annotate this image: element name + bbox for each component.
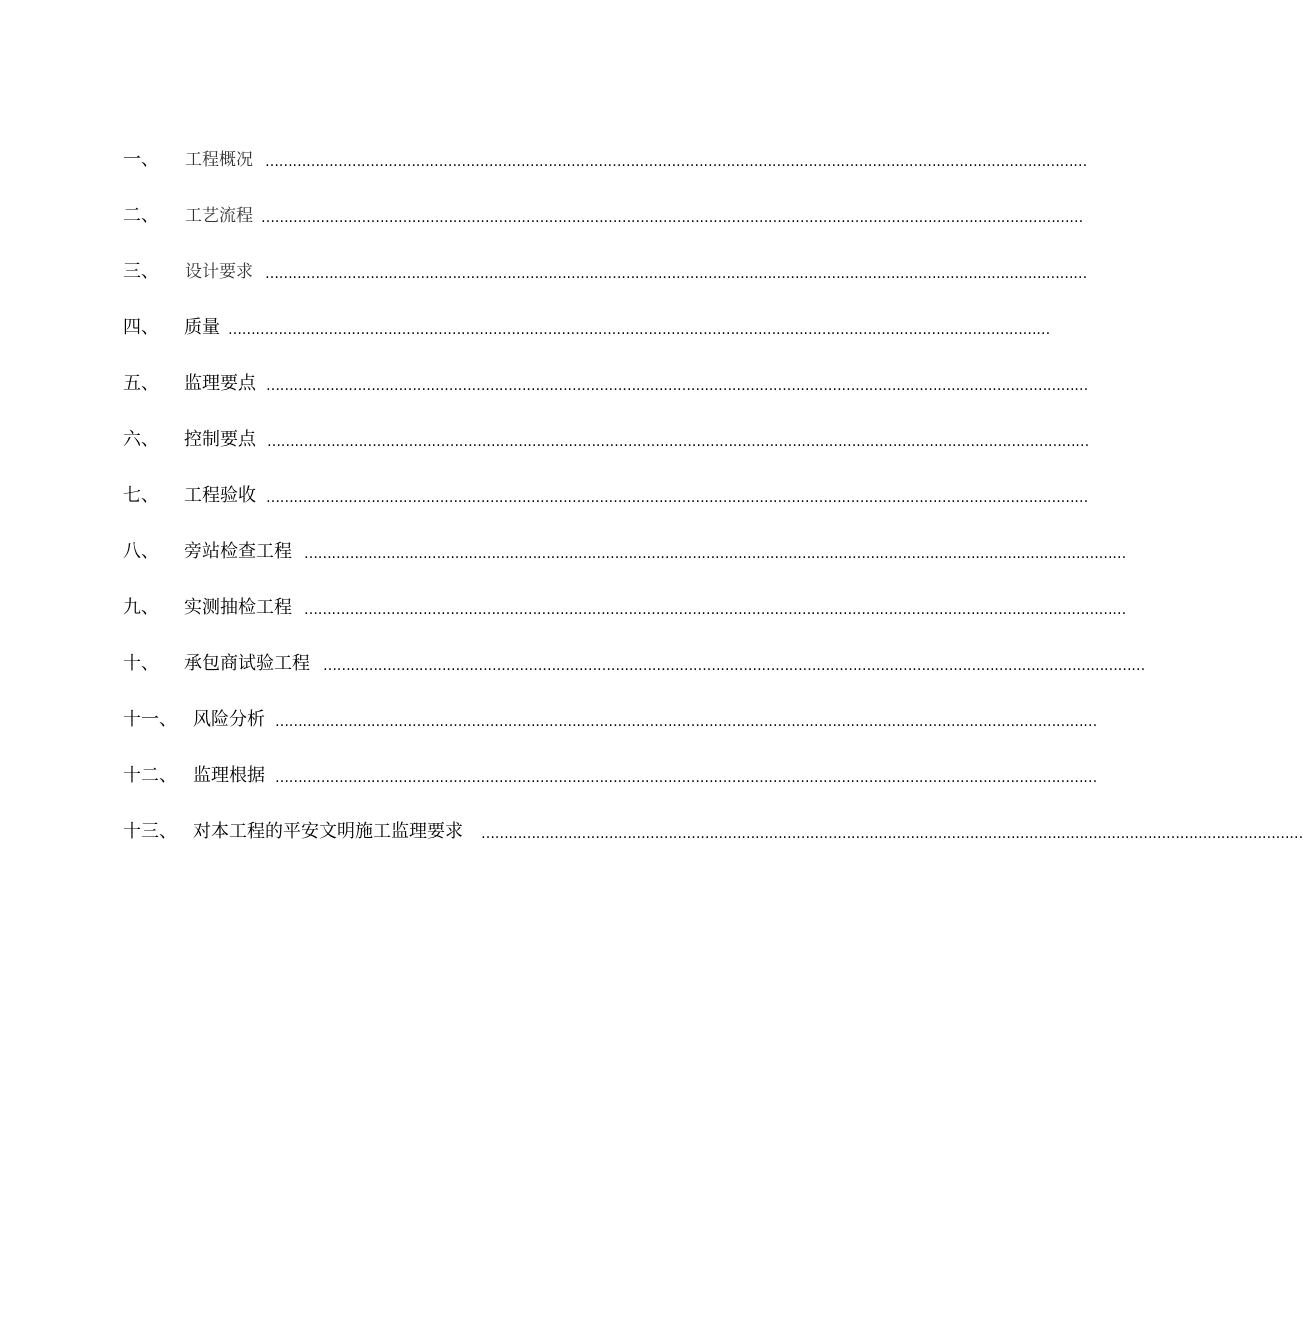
toc-entry-title: 监理根据 (193, 765, 265, 786)
toc-entry-leader: ……………………………………………………………………………………………………………………………………………………………… (265, 154, 1088, 170)
toc-entry-leader: ……………………………………………………………………………………………………………………………………………………………… (275, 770, 1098, 786)
toc-entry-number: 十二、 (123, 765, 177, 786)
toc-entry-number: 九、 (123, 597, 159, 618)
toc-entry-number: 十一、 (123, 709, 177, 730)
toc-entry-number: 八、 (123, 541, 159, 562)
toc-entry-number: 一、 (123, 149, 159, 170)
toc-entry-title: 对本工程的平安文明施工监理要求 (193, 821, 463, 842)
toc-entry-leader: ……………………………………………………………………………………………………………………………………………………………… (304, 546, 1127, 562)
toc-entry-leader: ……………………………………………………………………………………………………………………………………………………………… (304, 602, 1127, 618)
toc-entry-leader: ……………………………………………………………………………………………………………………………………………………………… (265, 266, 1088, 282)
toc-entry-leader: ……………………………………………………………………………………………………………………………………………………………… (323, 658, 1146, 674)
toc-entry-number: 十三、 (123, 821, 177, 842)
toc-entry-title: 工程验收 (184, 485, 256, 506)
toc-entry-number: 四、 (123, 317, 159, 338)
toc-entry-number: 五、 (123, 373, 159, 394)
toc-entry-leader: ……………………………………………………………………………………………………………………………………………………………… (261, 210, 1084, 226)
toc-entry-number: 三、 (123, 261, 159, 282)
toc-entry-leader: ……………………………………………………………………………………………………………………………………………………………… (275, 714, 1098, 730)
toc-entry-title: 质量 (184, 317, 220, 338)
toc-entry-title: 工艺流程 (185, 206, 253, 226)
toc-entry-number: 十、 (123, 653, 159, 674)
toc-entry-title: 承包商试验工程 (184, 653, 310, 674)
toc-entry-title: 实测抽检工程 (184, 597, 292, 618)
toc-entry-title: 监理要点 (184, 373, 256, 394)
toc-entry-leader: ……………………………………………………………………………………………………………………………………………………………… (266, 378, 1089, 394)
toc-entry-leader: ……………………………………………………………………………………………………………………………………………………………… (481, 826, 1303, 842)
toc-entry-title: 设计要求 (185, 262, 253, 282)
toc-entry-leader: ……………………………………………………………………………………………………………………………………………………………… (266, 490, 1089, 506)
toc-entry-leader: ……………………………………………………………………………………………………………………………………………………………… (267, 434, 1090, 450)
toc-entry-number: 六、 (123, 429, 159, 450)
toc-entry-title: 控制要点 (184, 429, 256, 450)
toc-entry-title: 工程概况 (185, 150, 253, 170)
toc-entry-title: 旁站检查工程 (184, 541, 292, 562)
toc-entry-number: 二、 (123, 205, 159, 226)
toc-entry-title: 风险分析 (193, 709, 265, 730)
toc-entry-number: 七、 (123, 485, 159, 506)
toc-entry-leader: ……………………………………………………………………………………………………………………………………………………………… (228, 322, 1051, 338)
